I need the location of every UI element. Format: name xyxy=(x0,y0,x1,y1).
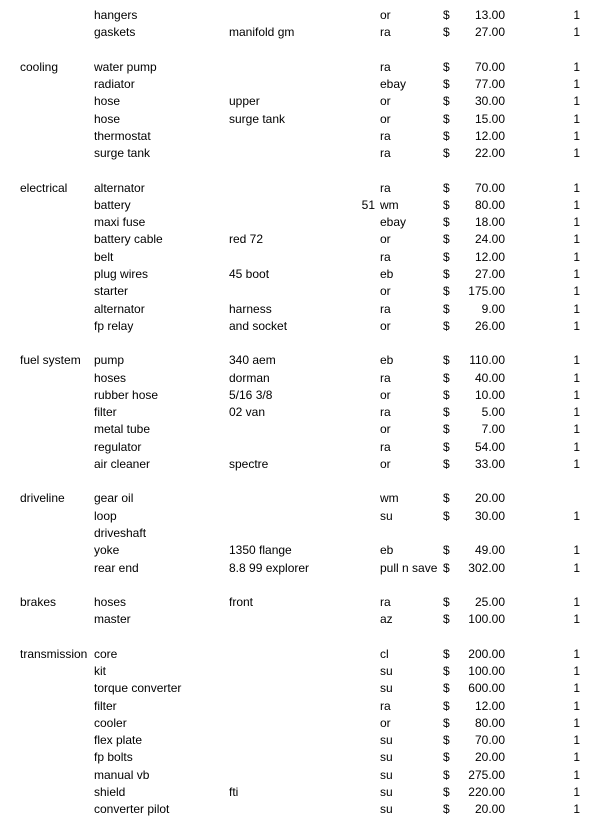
currency-symbol-cell: $ xyxy=(443,405,450,420)
source-cell: ra xyxy=(380,25,391,40)
source-cell: or xyxy=(380,284,391,299)
table-row xyxy=(0,59,601,76)
part-name-cell: starter xyxy=(94,284,129,299)
table-row xyxy=(0,421,601,438)
table-row xyxy=(0,111,601,128)
currency-symbol-cell: $ xyxy=(443,802,450,817)
source-cell: su xyxy=(380,767,393,782)
price-cell: 18.00 xyxy=(474,215,505,230)
source-cell: or xyxy=(380,456,391,471)
price-cell: 70.00 xyxy=(474,180,505,195)
currency-symbol-cell: $ xyxy=(443,232,450,247)
price-cell: 30.00 xyxy=(474,94,505,109)
source-cell: pull n save xyxy=(380,560,438,575)
part-name-cell: hose xyxy=(94,94,121,109)
part-description-cell: harness xyxy=(229,301,272,316)
source-cell: or xyxy=(380,422,391,437)
source-cell: wm xyxy=(380,197,399,212)
table-row xyxy=(0,7,601,24)
currency-symbol-cell: $ xyxy=(443,715,450,730)
currency-symbol-cell: $ xyxy=(443,146,450,161)
source-cell: eb xyxy=(380,266,394,281)
currency-symbol-cell: $ xyxy=(443,560,450,575)
count-cell: 1 xyxy=(573,284,580,299)
table-row xyxy=(0,249,601,266)
table-row xyxy=(0,180,601,197)
part-name-cell: hoses xyxy=(94,370,127,385)
blank-row xyxy=(0,577,601,594)
currency-symbol-cell: $ xyxy=(443,370,450,385)
part-name-cell: cooler xyxy=(94,715,127,730)
source-cell: ebay xyxy=(380,77,407,92)
count-cell: 1 xyxy=(573,8,580,22)
count-cell: 1 xyxy=(573,128,580,143)
source-cell: su xyxy=(380,750,393,765)
part-name-cell: rear end xyxy=(94,560,139,575)
category-label: electrical xyxy=(20,180,68,195)
blank-row xyxy=(0,629,601,646)
table-row xyxy=(0,456,601,473)
currency-symbol-cell: $ xyxy=(443,439,450,454)
count-cell: 1 xyxy=(573,111,580,126)
category-label: fuel system xyxy=(20,353,81,368)
table-row xyxy=(0,370,601,387)
price-cell: 77.00 xyxy=(474,77,505,92)
part-name-cell: alternator xyxy=(94,301,145,316)
currency-symbol-cell: $ xyxy=(443,353,450,368)
count-cell: 1 xyxy=(573,180,580,195)
part-name-cell: metal tube xyxy=(94,422,151,437)
price-cell: 100.00 xyxy=(468,664,505,679)
count-cell: 1 xyxy=(573,439,580,454)
currency-symbol-cell: $ xyxy=(443,508,450,523)
currency-symbol-cell: $ xyxy=(443,301,450,316)
table-row xyxy=(0,560,601,577)
count-cell: 1 xyxy=(573,802,580,817)
part-name-cell: thermostat xyxy=(94,128,151,143)
part-name-cell: manual vb xyxy=(94,767,150,782)
currency-symbol-cell: $ xyxy=(443,750,450,765)
count-cell: 1 xyxy=(573,612,580,627)
part-name-cell: flex plate xyxy=(94,733,143,748)
count-cell: 1 xyxy=(573,767,580,782)
currency-symbol-cell: $ xyxy=(443,318,450,333)
currency-symbol-cell: $ xyxy=(443,197,450,212)
part-name-cell: fp bolts xyxy=(94,750,133,765)
table-row xyxy=(0,594,601,611)
part-description-cell: upper xyxy=(229,94,260,109)
table-row xyxy=(0,698,601,715)
category-label: driveline xyxy=(20,491,65,506)
price-cell: 22.00 xyxy=(474,146,505,161)
price-cell: 70.00 xyxy=(474,733,505,748)
currency-symbol-cell: $ xyxy=(443,767,450,782)
part-name-cell: gaskets xyxy=(94,25,136,40)
currency-symbol-cell: $ xyxy=(443,595,450,610)
count-cell: 1 xyxy=(573,370,580,385)
price-cell: 175.00 xyxy=(468,284,505,299)
source-cell: ra xyxy=(380,180,391,195)
table-row xyxy=(0,490,601,507)
part-name-cell: kit xyxy=(94,664,106,679)
price-cell: 12.00 xyxy=(474,249,505,264)
part-name-cell: driveshaft xyxy=(94,525,147,540)
part-name-cell: surge tank xyxy=(94,146,151,161)
price-cell: 33.00 xyxy=(474,456,505,471)
currency-symbol-cell: $ xyxy=(443,646,450,661)
part-name-cell: water pump xyxy=(94,59,157,74)
source-cell: ra xyxy=(380,59,391,74)
count-cell: 1 xyxy=(573,595,580,610)
table-row xyxy=(0,387,601,404)
currency-symbol-cell: $ xyxy=(443,681,450,696)
currency-symbol-cell: $ xyxy=(443,249,450,264)
count-cell: 1 xyxy=(573,59,580,74)
price-cell: 5.00 xyxy=(481,405,505,420)
table-row xyxy=(0,93,601,110)
table-row xyxy=(0,542,601,559)
price-cell: 12.00 xyxy=(474,698,505,713)
part-name-cell: rubber hose xyxy=(94,387,159,402)
part-description-cell: front xyxy=(229,595,254,610)
count-cell: 1 xyxy=(573,664,580,679)
count-cell: 1 xyxy=(573,698,580,713)
part-name-cell: plug wires xyxy=(94,266,149,281)
part-description-cell: and socket xyxy=(229,318,288,333)
count-cell: 1 xyxy=(573,405,580,420)
price-cell: 49.00 xyxy=(474,543,505,558)
price-cell: 24.00 xyxy=(474,232,505,247)
source-cell: wm xyxy=(380,491,399,506)
price-cell: 9.00 xyxy=(481,301,505,316)
price-cell: 70.00 xyxy=(474,59,505,74)
table-row xyxy=(0,508,601,525)
table-row xyxy=(0,231,601,248)
part-name-cell: battery xyxy=(94,197,131,212)
source-cell: az xyxy=(380,612,393,627)
part-name-cell: regulator xyxy=(94,439,142,454)
currency-symbol-cell: $ xyxy=(443,77,450,92)
part-description-cell: surge tank xyxy=(229,111,286,126)
price-cell: 27.00 xyxy=(474,266,505,281)
count-cell: 1 xyxy=(573,715,580,730)
part-name-cell: pump xyxy=(94,353,125,368)
table-row xyxy=(0,646,601,663)
table-row xyxy=(0,663,601,680)
currency-symbol-cell: $ xyxy=(443,698,450,713)
blank-row xyxy=(0,42,601,59)
part-name-cell: master xyxy=(94,612,131,627)
currency-symbol-cell: $ xyxy=(443,543,450,558)
source-cell: su xyxy=(380,681,393,696)
count-cell: 1 xyxy=(573,508,580,523)
price-cell: 27.00 xyxy=(474,25,505,40)
currency-symbol-cell: $ xyxy=(443,733,450,748)
count-cell: 1 xyxy=(573,353,580,368)
table-row xyxy=(0,283,601,300)
currency-symbol-cell: $ xyxy=(443,111,450,126)
part-description-cell: 8.8 99 explorer xyxy=(229,560,310,575)
price-cell: 30.00 xyxy=(474,508,505,523)
price-cell: 100.00 xyxy=(468,612,505,627)
currency-symbol-cell: $ xyxy=(443,784,450,799)
part-description-cell: 5/16 3/8 xyxy=(229,387,273,402)
currency-symbol-cell: $ xyxy=(443,387,450,402)
count-cell: 1 xyxy=(573,784,580,799)
count-cell: 1 xyxy=(573,543,580,558)
count-cell: 1 xyxy=(573,77,580,92)
table-row xyxy=(0,128,601,145)
table-row xyxy=(0,24,601,41)
currency-symbol-cell: $ xyxy=(443,94,450,109)
currency-symbol-cell: $ xyxy=(443,8,450,22)
source-cell: ra xyxy=(380,595,391,610)
table-row xyxy=(0,214,601,231)
currency-symbol-cell: $ xyxy=(443,180,450,195)
currency-symbol-cell: $ xyxy=(443,456,450,471)
part-name-cell: hoses xyxy=(94,595,127,610)
price-cell: 110.00 xyxy=(469,353,505,368)
part-description-cell: 1350 flange xyxy=(229,543,292,558)
source-cell: ra xyxy=(380,301,391,316)
price-cell: 302.00 xyxy=(468,560,505,575)
blank-row xyxy=(0,473,601,490)
count-cell: 1 xyxy=(573,232,580,247)
price-cell: 10.00 xyxy=(474,387,505,402)
part-name-cell: shield xyxy=(94,784,126,799)
quantity-prefix-cell: 51 xyxy=(361,197,375,212)
part-name-cell: hangers xyxy=(94,8,138,22)
part-name-cell: radiator xyxy=(94,77,135,92)
table-row xyxy=(0,352,601,369)
part-name-cell: battery cable xyxy=(94,232,163,247)
source-cell: eb xyxy=(380,543,394,558)
part-name-cell: maxi fuse xyxy=(94,215,146,230)
price-cell: 20.00 xyxy=(474,802,505,817)
currency-symbol-cell: $ xyxy=(443,284,450,299)
source-cell: or xyxy=(380,111,391,126)
price-cell: 80.00 xyxy=(474,715,505,730)
price-cell: 13.00 xyxy=(474,8,505,22)
source-cell: su xyxy=(380,802,393,817)
part-description-cell: 340 aem xyxy=(229,353,276,368)
part-description-cell: 45 boot xyxy=(229,266,270,281)
source-cell: eb xyxy=(380,353,394,368)
source-cell: ebay xyxy=(380,215,407,230)
price-cell: 40.00 xyxy=(474,370,505,385)
table-row xyxy=(0,732,601,749)
count-cell: 1 xyxy=(573,25,580,40)
table-row xyxy=(0,715,601,732)
part-description-cell: fti xyxy=(229,784,239,799)
source-cell: cl xyxy=(380,646,389,661)
source-cell: su xyxy=(380,664,393,679)
price-cell: 80.00 xyxy=(474,197,505,212)
source-cell: or xyxy=(380,8,391,22)
table-row xyxy=(0,525,601,542)
part-description-cell: 02 van xyxy=(229,405,266,420)
source-cell: ra xyxy=(380,370,391,385)
source-cell: or xyxy=(380,318,391,333)
count-cell: 1 xyxy=(573,560,580,575)
price-cell: 275.00 xyxy=(468,767,505,782)
table-row xyxy=(0,301,601,318)
parts-list-sheet xyxy=(0,7,601,818)
blank-row xyxy=(0,162,601,179)
count-cell: 1 xyxy=(573,266,580,281)
part-name-cell: filter xyxy=(94,698,117,713)
price-cell: 20.00 xyxy=(474,750,505,765)
table-row xyxy=(0,266,601,283)
table-row xyxy=(0,749,601,766)
source-cell: or xyxy=(380,387,391,402)
source-cell: ra xyxy=(380,146,391,161)
table-row xyxy=(0,611,601,628)
category-label: brakes xyxy=(20,595,57,610)
part-description-cell: red 72 xyxy=(229,232,264,247)
part-name-cell: belt xyxy=(94,249,114,264)
price-cell: 26.00 xyxy=(474,318,505,333)
category-label: cooling xyxy=(20,59,59,74)
count-cell: 1 xyxy=(573,215,580,230)
count-cell: 1 xyxy=(573,646,580,661)
part-description-cell: dorman xyxy=(229,370,270,385)
price-cell: 12.00 xyxy=(474,128,505,143)
count-cell: 1 xyxy=(573,301,580,316)
table-row xyxy=(0,404,601,421)
table-row xyxy=(0,784,601,801)
part-name-cell: filter xyxy=(94,405,117,420)
source-cell: su xyxy=(380,733,393,748)
part-name-cell: torque converter xyxy=(94,681,182,696)
currency-symbol-cell: $ xyxy=(443,422,450,437)
source-cell: ra xyxy=(380,698,391,713)
source-cell: ra xyxy=(380,405,391,420)
price-cell: 20.00 xyxy=(474,491,505,506)
count-cell: 1 xyxy=(573,750,580,765)
count-cell: 1 xyxy=(573,456,580,471)
table-row xyxy=(0,145,601,162)
category-label: transmission xyxy=(20,646,88,661)
part-name-cell: hose xyxy=(94,111,121,126)
currency-symbol-cell: $ xyxy=(443,215,450,230)
price-cell: 600.00 xyxy=(468,681,505,696)
table-row xyxy=(0,680,601,697)
currency-symbol-cell: $ xyxy=(443,664,450,679)
part-name-cell: gear oil xyxy=(94,491,134,506)
price-cell: 7.00 xyxy=(481,422,505,437)
currency-symbol-cell: $ xyxy=(443,59,450,74)
table-row xyxy=(0,767,601,784)
part-name-cell: loop xyxy=(94,508,117,523)
count-cell: 1 xyxy=(573,94,580,109)
part-name-cell: converter pilot xyxy=(94,802,170,817)
table-row xyxy=(0,76,601,93)
part-description-cell: manifold gm xyxy=(229,25,295,40)
source-cell: or xyxy=(380,94,391,109)
price-cell: 15.00 xyxy=(474,111,505,126)
price-cell: 220.00 xyxy=(468,784,505,799)
count-cell: 1 xyxy=(573,146,580,161)
source-cell: ra xyxy=(380,128,391,143)
price-cell: 54.00 xyxy=(474,439,505,454)
source-cell: su xyxy=(380,508,393,523)
table-row xyxy=(0,318,601,335)
count-cell: 1 xyxy=(573,249,580,264)
count-cell: 1 xyxy=(573,197,580,212)
currency-symbol-cell: $ xyxy=(443,266,450,281)
count-cell: 1 xyxy=(573,387,580,402)
currency-symbol-cell: $ xyxy=(443,128,450,143)
source-cell: ra xyxy=(380,439,391,454)
table-row xyxy=(0,197,601,214)
currency-symbol-cell: $ xyxy=(443,491,450,506)
part-description-cell: spectre xyxy=(229,456,269,471)
part-name-cell: core xyxy=(94,646,118,661)
part-name-cell: fp relay xyxy=(94,318,134,333)
part-name-cell: alternator xyxy=(94,180,145,195)
count-cell: 1 xyxy=(573,318,580,333)
blank-row xyxy=(0,335,601,352)
currency-symbol-cell: $ xyxy=(443,25,450,40)
price-cell: 25.00 xyxy=(474,595,505,610)
source-cell: or xyxy=(380,232,391,247)
source-cell: ra xyxy=(380,249,391,264)
table-row xyxy=(0,801,601,818)
count-cell: 1 xyxy=(573,681,580,696)
price-cell: 200.00 xyxy=(468,646,505,661)
source-cell: su xyxy=(380,784,393,799)
table-row xyxy=(0,439,601,456)
part-name-cell: air cleaner xyxy=(94,456,151,471)
part-name-cell: yoke xyxy=(94,543,120,558)
count-cell: 1 xyxy=(573,422,580,437)
currency-symbol-cell: $ xyxy=(443,612,450,627)
count-cell: 1 xyxy=(573,733,580,748)
source-cell: or xyxy=(380,715,391,730)
